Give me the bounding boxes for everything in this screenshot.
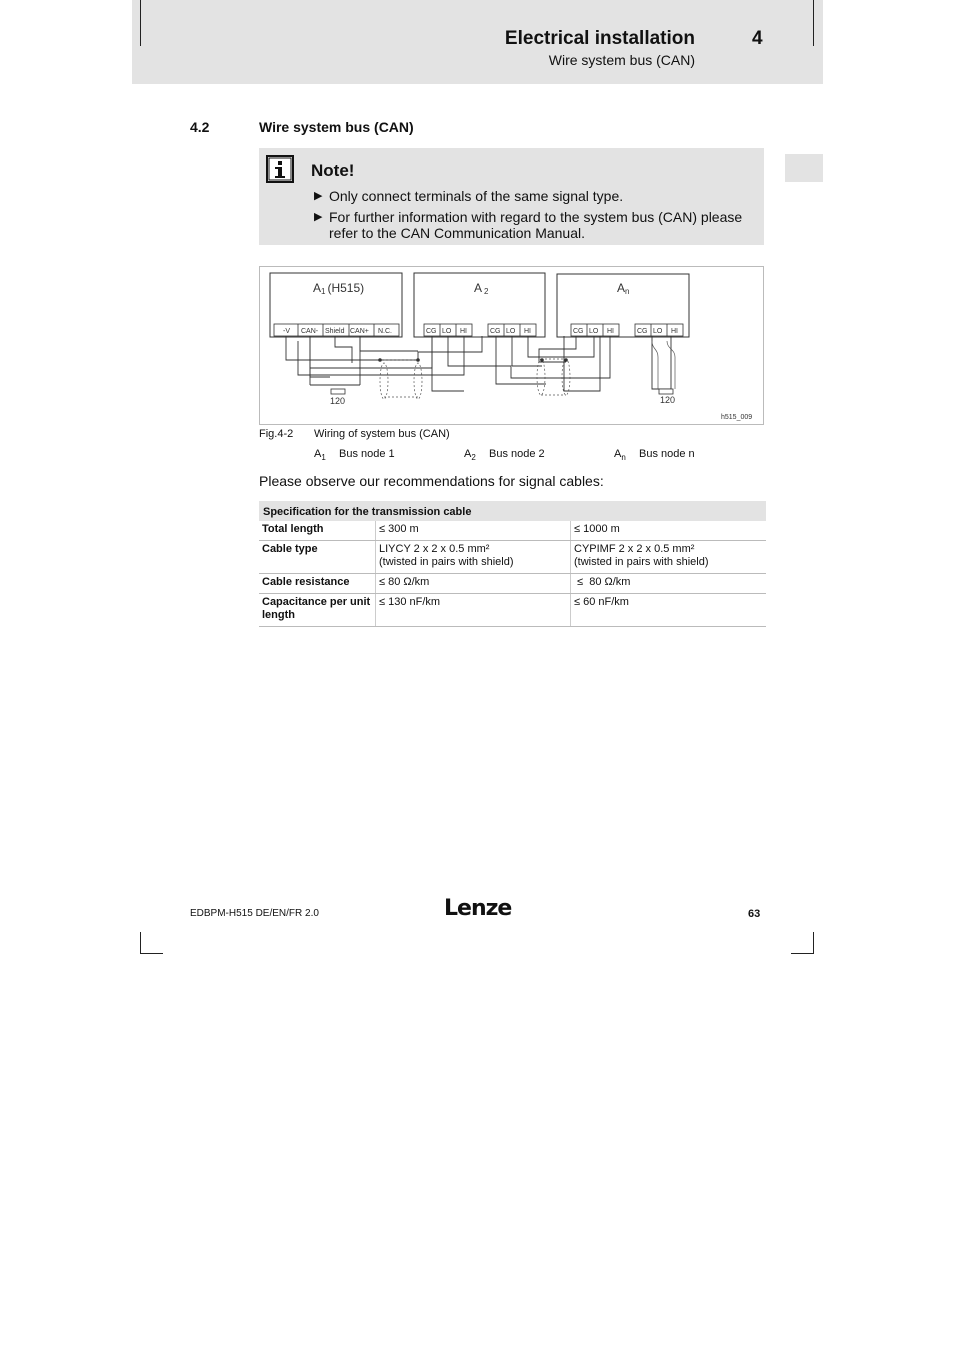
row-label: Capacitance per unit length <box>259 594 376 627</box>
terminal-label: CG <box>637 328 648 335</box>
legend-symbol: $A_2$ <box>464 448 476 463</box>
terminal-label: CAN- <box>301 328 319 335</box>
terminal-label: N.C. <box>378 328 392 335</box>
bullet-arrow-icon: ▶ <box>314 190 323 202</box>
crop-mark <box>813 0 814 46</box>
terminal-label: CAN+ <box>350 328 369 335</box>
crop-mark <box>813 932 814 954</box>
resistor-label: 120 <box>330 396 346 406</box>
crop-mark <box>140 0 141 46</box>
bus-wiring <box>286 336 671 391</box>
resistor-label: 120 <box>660 395 676 405</box>
table-row <box>259 594 766 627</box>
terminal-label: HI <box>671 328 678 335</box>
cell-value: ≤ 80 Ω/km <box>376 574 571 594</box>
cell-value: ≤ 300 m <box>376 521 571 541</box>
cell-value: ≤ 130 nF/km <box>376 594 571 627</box>
note-item-text: For further information with regard to the system bus (CAN) please refer to the CAN Communication Manual. <box>329 209 743 241</box>
chapter-title: Electrical installation <box>504 28 695 49</box>
chapter-tab-marker <box>785 154 823 182</box>
terminal-label: HI <box>524 328 531 335</box>
crop-mark <box>140 932 141 954</box>
a2-terminal-strip-left <box>424 324 472 336</box>
an-cable-loop <box>652 341 675 389</box>
cell-value: ≤ 1000 m <box>571 521 767 541</box>
row-label: Cable resistance <box>259 574 376 594</box>
cell-value: ≤ 60 nF/km <box>571 594 767 627</box>
cell-value: ≤ 80 Ω/km <box>571 574 767 594</box>
legend-symbol: $A_n$ <box>614 448 626 463</box>
node-an-label: An <box>617 281 630 296</box>
terminal-label: CG <box>426 328 437 335</box>
bullet-arrow-icon: ▶ <box>314 211 323 223</box>
cable-shield <box>380 359 570 399</box>
terminal-label: HI <box>460 328 467 335</box>
terminal-label: CG <box>573 328 584 335</box>
lead-paragraph: Please observe our recommendations for signal cables: <box>259 473 604 489</box>
crop-mark <box>140 953 163 954</box>
lenze-logo: Lenze <box>444 896 512 921</box>
page-number: 63 <box>748 908 761 920</box>
terminal-label: LO <box>589 328 599 335</box>
termination-resistor-left <box>331 389 345 394</box>
figure-number: Fig.4-2 <box>259 428 294 440</box>
terminal-label: LO <box>442 328 452 335</box>
node-a2-label: A 2 <box>474 281 489 296</box>
can-wiring-diagram <box>260 267 763 424</box>
terminal-label: Shield <box>325 328 345 335</box>
legend-text: Bus node 2 <box>489 448 545 460</box>
terminal-label: HI <box>607 328 614 335</box>
document-reference: EDBPM-H515 DE/EN/FR 2.0 <box>190 908 319 919</box>
terminal-label: LO <box>506 328 516 335</box>
table-row <box>259 574 766 594</box>
section-number: 4.2 <box>190 119 210 135</box>
legend-text: Bus node 1 <box>339 448 395 460</box>
figure-id: h515_009 <box>721 414 753 421</box>
chapter-number: 4 <box>752 28 763 49</box>
a2-terminal-strip-right <box>488 324 536 336</box>
note-item <box>314 209 754 241</box>
table-row <box>259 521 766 541</box>
an-terminal-strip-right <box>635 324 683 336</box>
terminal-label: -V <box>283 328 290 335</box>
info-icon <box>266 155 294 183</box>
cell-value: CYPIMF 2 x 2 x 0.5 mm² (twisted in pairs with shield) <box>571 541 767 574</box>
row-label: Cable type <box>259 541 376 574</box>
table-header: Specification for the transmission cable <box>259 501 766 521</box>
cell-value: LIYCY 2 x 2 x 0.5 mm² (twisted in pairs with shield) <box>376 541 571 574</box>
row-label: Total length <box>259 521 376 541</box>
figure-caption: Wiring of system bus (CAN) <box>314 428 450 440</box>
table-header-row <box>259 501 766 521</box>
legend-symbol: $A_1$ <box>314 448 326 463</box>
header-band <box>132 0 823 84</box>
chapter-subtitle: Wire system bus (CAN) <box>548 52 695 68</box>
spec-table <box>259 501 766 627</box>
termination-resistor-right <box>659 389 673 394</box>
note-item-text: Only connect terminals of the same signal type. <box>329 188 624 204</box>
table-row <box>259 541 766 574</box>
an-terminal-strip-left <box>571 324 619 336</box>
a1-terminal-strip <box>274 324 399 336</box>
node-a1-label: A1 (H515) <box>313 281 365 296</box>
legend-text: Bus node n <box>639 448 695 460</box>
terminal-label: CG <box>490 328 501 335</box>
note-title: Note! <box>311 161 355 180</box>
section-title: Wire system bus (CAN) <box>259 119 414 135</box>
note-item <box>314 188 754 204</box>
terminal-label: LO <box>653 328 663 335</box>
crop-mark <box>791 953 814 954</box>
